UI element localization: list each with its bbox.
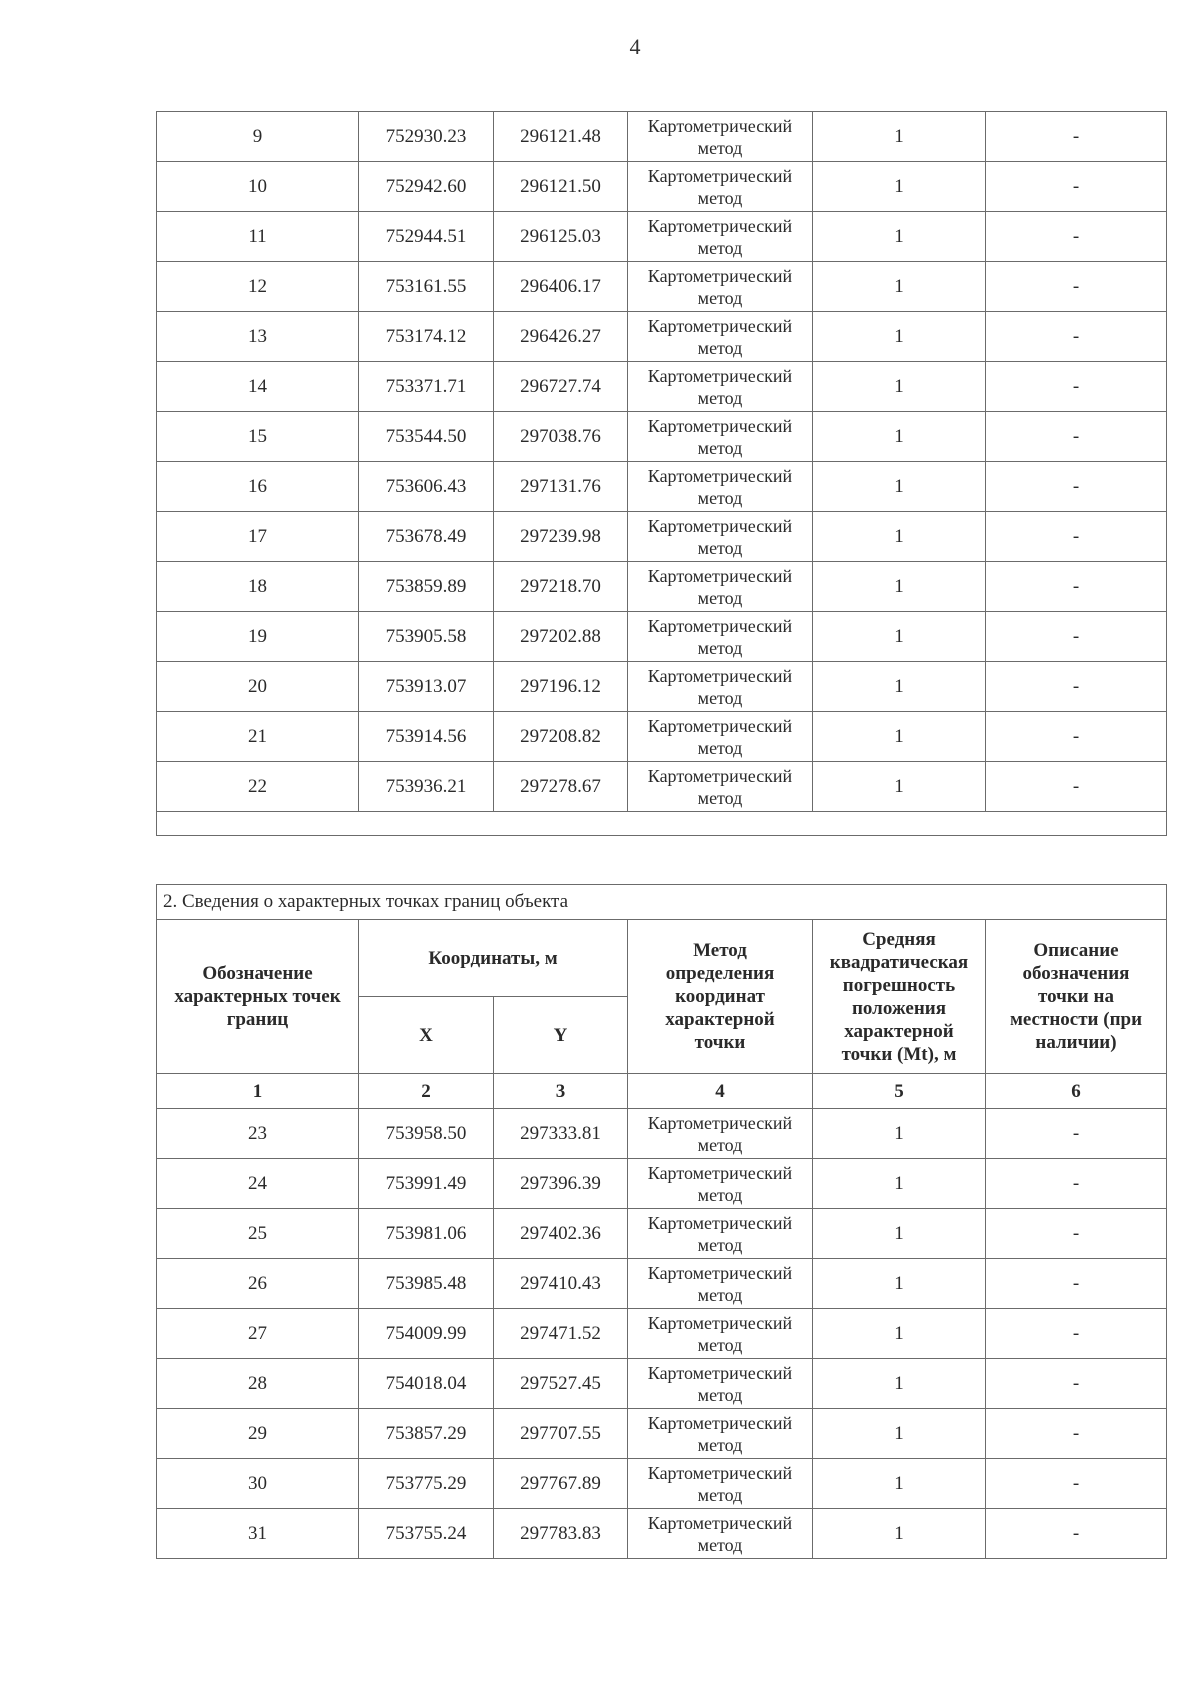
method-cell: Картометрический метод xyxy=(628,762,813,812)
table-row xyxy=(157,212,1167,262)
bottom-table-body xyxy=(157,1109,1167,1559)
point-number-cell: 20 xyxy=(157,662,359,712)
table-row xyxy=(157,462,1167,512)
description-cell: - xyxy=(986,1259,1167,1309)
method-cell: Картометрический метод xyxy=(628,562,813,612)
table-filler-row xyxy=(157,812,1167,836)
table-row xyxy=(157,312,1167,362)
y-coordinate-cell: 297707.55 xyxy=(494,1409,628,1459)
page-number: 4 xyxy=(629,34,641,59)
point-number-cell: 14 xyxy=(157,362,359,412)
table-row xyxy=(157,412,1167,462)
x-coordinate-cell: 753985.48 xyxy=(359,1259,494,1309)
table-row xyxy=(157,362,1167,412)
x-coordinate-cell: 753371.71 xyxy=(359,362,494,412)
description-cell: - xyxy=(986,262,1167,312)
point-number-cell: 15 xyxy=(157,412,359,462)
y-coordinate-cell: 297333.81 xyxy=(494,1109,628,1159)
error-cell: 1 xyxy=(813,1209,986,1259)
method-cell: Картометрический метод xyxy=(628,362,813,412)
table-row xyxy=(157,112,1167,162)
description-cell: - xyxy=(986,662,1167,712)
description-cell: - xyxy=(986,112,1167,162)
table-row xyxy=(157,762,1167,812)
y-coordinate-cell: 297278.67 xyxy=(494,762,628,812)
description-cell: - xyxy=(986,562,1167,612)
description-cell: - xyxy=(986,212,1167,262)
header-point-designation: Обозначение характерных точек границ xyxy=(157,920,359,1074)
x-coordinate-cell: 753905.58 xyxy=(359,612,494,662)
y-coordinate-cell: 296121.48 xyxy=(494,112,628,162)
method-cell: Картометрический метод xyxy=(628,1459,813,1509)
table-row xyxy=(157,1309,1167,1359)
x-coordinate-cell: 752944.51 xyxy=(359,212,494,262)
error-cell: 1 xyxy=(813,562,986,612)
description-cell: - xyxy=(986,1209,1167,1259)
description-cell: - xyxy=(986,1409,1167,1459)
x-coordinate-cell: 753678.49 xyxy=(359,512,494,562)
method-cell: Картометрический метод xyxy=(628,512,813,562)
method-cell: Картометрический метод xyxy=(628,1409,813,1459)
table-row xyxy=(157,262,1167,312)
description-cell: - xyxy=(986,462,1167,512)
error-cell: 1 xyxy=(813,262,986,312)
table-row xyxy=(157,1409,1167,1459)
column-number: 4 xyxy=(628,1074,813,1109)
table-row xyxy=(157,712,1167,762)
point-number-cell: 25 xyxy=(157,1209,359,1259)
description-cell: - xyxy=(986,1159,1167,1209)
error-cell: 1 xyxy=(813,762,986,812)
error-cell: 1 xyxy=(813,1409,986,1459)
point-number-cell: 10 xyxy=(157,162,359,212)
point-number-cell: 18 xyxy=(157,562,359,612)
point-number-cell: 23 xyxy=(157,1109,359,1159)
point-number-cell: 12 xyxy=(157,262,359,312)
point-number-cell: 17 xyxy=(157,512,359,562)
point-number-cell: 19 xyxy=(157,612,359,662)
x-coordinate-cell: 753981.06 xyxy=(359,1209,494,1259)
x-coordinate-cell: 753775.29 xyxy=(359,1459,494,1509)
error-cell: 1 xyxy=(813,362,986,412)
x-coordinate-cell: 753544.50 xyxy=(359,412,494,462)
y-coordinate-cell: 297410.43 xyxy=(494,1259,628,1309)
point-number-cell: 11 xyxy=(157,212,359,262)
y-coordinate-cell: 297527.45 xyxy=(494,1359,628,1409)
header-y: Y xyxy=(494,997,628,1074)
table-row xyxy=(157,662,1167,712)
point-number-cell: 31 xyxy=(157,1509,359,1559)
x-coordinate-cell: 753936.21 xyxy=(359,762,494,812)
table-row xyxy=(157,1259,1167,1309)
header-method: Метод определения координат характерной точки xyxy=(628,920,813,1074)
point-number-cell: 16 xyxy=(157,462,359,512)
column-number: 6 xyxy=(986,1074,1167,1109)
table-row xyxy=(157,562,1167,612)
y-coordinate-cell: 297208.82 xyxy=(494,712,628,762)
point-number-cell: 21 xyxy=(157,712,359,762)
error-cell: 1 xyxy=(813,1359,986,1409)
x-coordinate-cell: 752942.60 xyxy=(359,162,494,212)
method-cell: Картометрический метод xyxy=(628,1509,813,1559)
y-coordinate-cell: 297131.76 xyxy=(494,462,628,512)
method-cell: Картометрический метод xyxy=(628,212,813,262)
point-number-cell: 27 xyxy=(157,1309,359,1359)
description-cell: - xyxy=(986,712,1167,762)
description-cell: - xyxy=(986,1309,1167,1359)
method-cell: Картометрический метод xyxy=(628,612,813,662)
error-cell: 1 xyxy=(813,162,986,212)
y-coordinate-cell: 297767.89 xyxy=(494,1459,628,1509)
description-cell: - xyxy=(986,362,1167,412)
error-cell: 1 xyxy=(813,412,986,462)
error-cell: 1 xyxy=(813,312,986,362)
y-coordinate-cell: 297783.83 xyxy=(494,1509,628,1559)
column-number: 5 xyxy=(813,1074,986,1109)
x-coordinate-cell: 753913.07 xyxy=(359,662,494,712)
method-cell: Картометрический метод xyxy=(628,1159,813,1209)
column-number: 1 xyxy=(157,1074,359,1109)
description-cell: - xyxy=(986,312,1167,362)
x-coordinate-cell: 752930.23 xyxy=(359,112,494,162)
table-row xyxy=(157,162,1167,212)
x-coordinate-cell: 753859.89 xyxy=(359,562,494,612)
x-coordinate-cell: 753606.43 xyxy=(359,462,494,512)
method-cell: Картометрический метод xyxy=(628,712,813,762)
header-mean-square-error: Средняя квадратическая погрешность положения характерной точки (Mt), м xyxy=(813,920,986,1074)
boundary-points-table xyxy=(156,884,1167,1559)
y-coordinate-cell: 297471.52 xyxy=(494,1309,628,1359)
method-cell: Картометрический метод xyxy=(628,462,813,512)
y-coordinate-cell: 297396.39 xyxy=(494,1159,628,1209)
table-row xyxy=(157,1109,1167,1159)
error-cell: 1 xyxy=(813,112,986,162)
y-coordinate-cell: 297239.98 xyxy=(494,512,628,562)
method-cell: Картометрический метод xyxy=(628,262,813,312)
y-coordinate-cell: 296121.50 xyxy=(494,162,628,212)
section-title: 2. Сведения о характерных точках границ объекта xyxy=(157,885,1167,920)
error-cell: 1 xyxy=(813,512,986,562)
error-cell: 1 xyxy=(813,1459,986,1509)
table-row xyxy=(157,1459,1167,1509)
point-number-cell: 9 xyxy=(157,112,359,162)
y-coordinate-cell: 297218.70 xyxy=(494,562,628,612)
description-cell: - xyxy=(986,612,1167,662)
method-cell: Картометрический метод xyxy=(628,1109,813,1159)
y-coordinate-cell: 297038.76 xyxy=(494,412,628,462)
table-row xyxy=(157,612,1167,662)
x-coordinate-cell: 753755.24 xyxy=(359,1509,494,1559)
table-row xyxy=(157,1359,1167,1409)
x-coordinate-cell: 753161.55 xyxy=(359,262,494,312)
method-cell: Картометрический метод xyxy=(628,112,813,162)
x-coordinate-cell: 753174.12 xyxy=(359,312,494,362)
error-cell: 1 xyxy=(813,612,986,662)
method-cell: Картометрический метод xyxy=(628,1359,813,1409)
x-coordinate-cell: 753991.49 xyxy=(359,1159,494,1209)
x-coordinate-cell: 753857.29 xyxy=(359,1409,494,1459)
point-number-cell: 29 xyxy=(157,1409,359,1459)
point-number-cell: 26 xyxy=(157,1259,359,1309)
table-row xyxy=(157,512,1167,562)
header-coordinates: Координаты, м xyxy=(359,920,628,997)
error-cell: 1 xyxy=(813,462,986,512)
table-row xyxy=(157,1159,1167,1209)
y-coordinate-cell: 296406.17 xyxy=(494,262,628,312)
method-cell: Картометрический метод xyxy=(628,162,813,212)
error-cell: 1 xyxy=(813,1509,986,1559)
header-x: X xyxy=(359,997,494,1074)
column-number: 3 xyxy=(494,1074,628,1109)
description-cell: - xyxy=(986,412,1167,462)
x-coordinate-cell: 753958.50 xyxy=(359,1109,494,1159)
error-cell: 1 xyxy=(813,662,986,712)
method-cell: Картометрический метод xyxy=(628,1309,813,1359)
table-filler-cell xyxy=(157,812,1167,836)
error-cell: 1 xyxy=(813,1159,986,1209)
top-table-body xyxy=(157,112,1167,836)
error-cell: 1 xyxy=(813,712,986,762)
x-coordinate-cell: 753914.56 xyxy=(359,712,494,762)
method-cell: Картометрический метод xyxy=(628,1209,813,1259)
error-cell: 1 xyxy=(813,1309,986,1359)
y-coordinate-cell: 297402.36 xyxy=(494,1209,628,1259)
description-cell: - xyxy=(986,1509,1167,1559)
point-number-cell: 22 xyxy=(157,762,359,812)
error-cell: 1 xyxy=(813,1109,986,1159)
method-cell: Картометрический метод xyxy=(628,662,813,712)
y-coordinate-cell: 297196.12 xyxy=(494,662,628,712)
table-row xyxy=(157,1509,1167,1559)
description-cell: - xyxy=(986,1359,1167,1409)
method-cell: Картометрический метод xyxy=(628,1259,813,1309)
description-cell: - xyxy=(986,762,1167,812)
y-coordinate-cell: 296727.74 xyxy=(494,362,628,412)
y-coordinate-cell: 297202.88 xyxy=(494,612,628,662)
header-description: Описание обозначения точки на местности (при наличии) xyxy=(986,920,1167,1074)
error-cell: 1 xyxy=(813,212,986,262)
table-row xyxy=(157,1209,1167,1259)
description-cell: - xyxy=(986,512,1167,562)
method-cell: Картометрический метод xyxy=(628,312,813,362)
point-number-cell: 30 xyxy=(157,1459,359,1509)
point-number-cell: 24 xyxy=(157,1159,359,1209)
column-number: 2 xyxy=(359,1074,494,1109)
x-coordinate-cell: 754018.04 xyxy=(359,1359,494,1409)
description-cell: - xyxy=(986,1109,1167,1159)
error-cell: 1 xyxy=(813,1259,986,1309)
y-coordinate-cell: 296125.03 xyxy=(494,212,628,262)
x-coordinate-cell: 754009.99 xyxy=(359,1309,494,1359)
point-number-cell: 28 xyxy=(157,1359,359,1409)
point-number-cell: 13 xyxy=(157,312,359,362)
y-coordinate-cell: 296426.27 xyxy=(494,312,628,362)
method-cell: Картометрический метод xyxy=(628,412,813,462)
boundary-points-table-continued xyxy=(156,111,1167,836)
description-cell: - xyxy=(986,1459,1167,1509)
description-cell: - xyxy=(986,162,1167,212)
